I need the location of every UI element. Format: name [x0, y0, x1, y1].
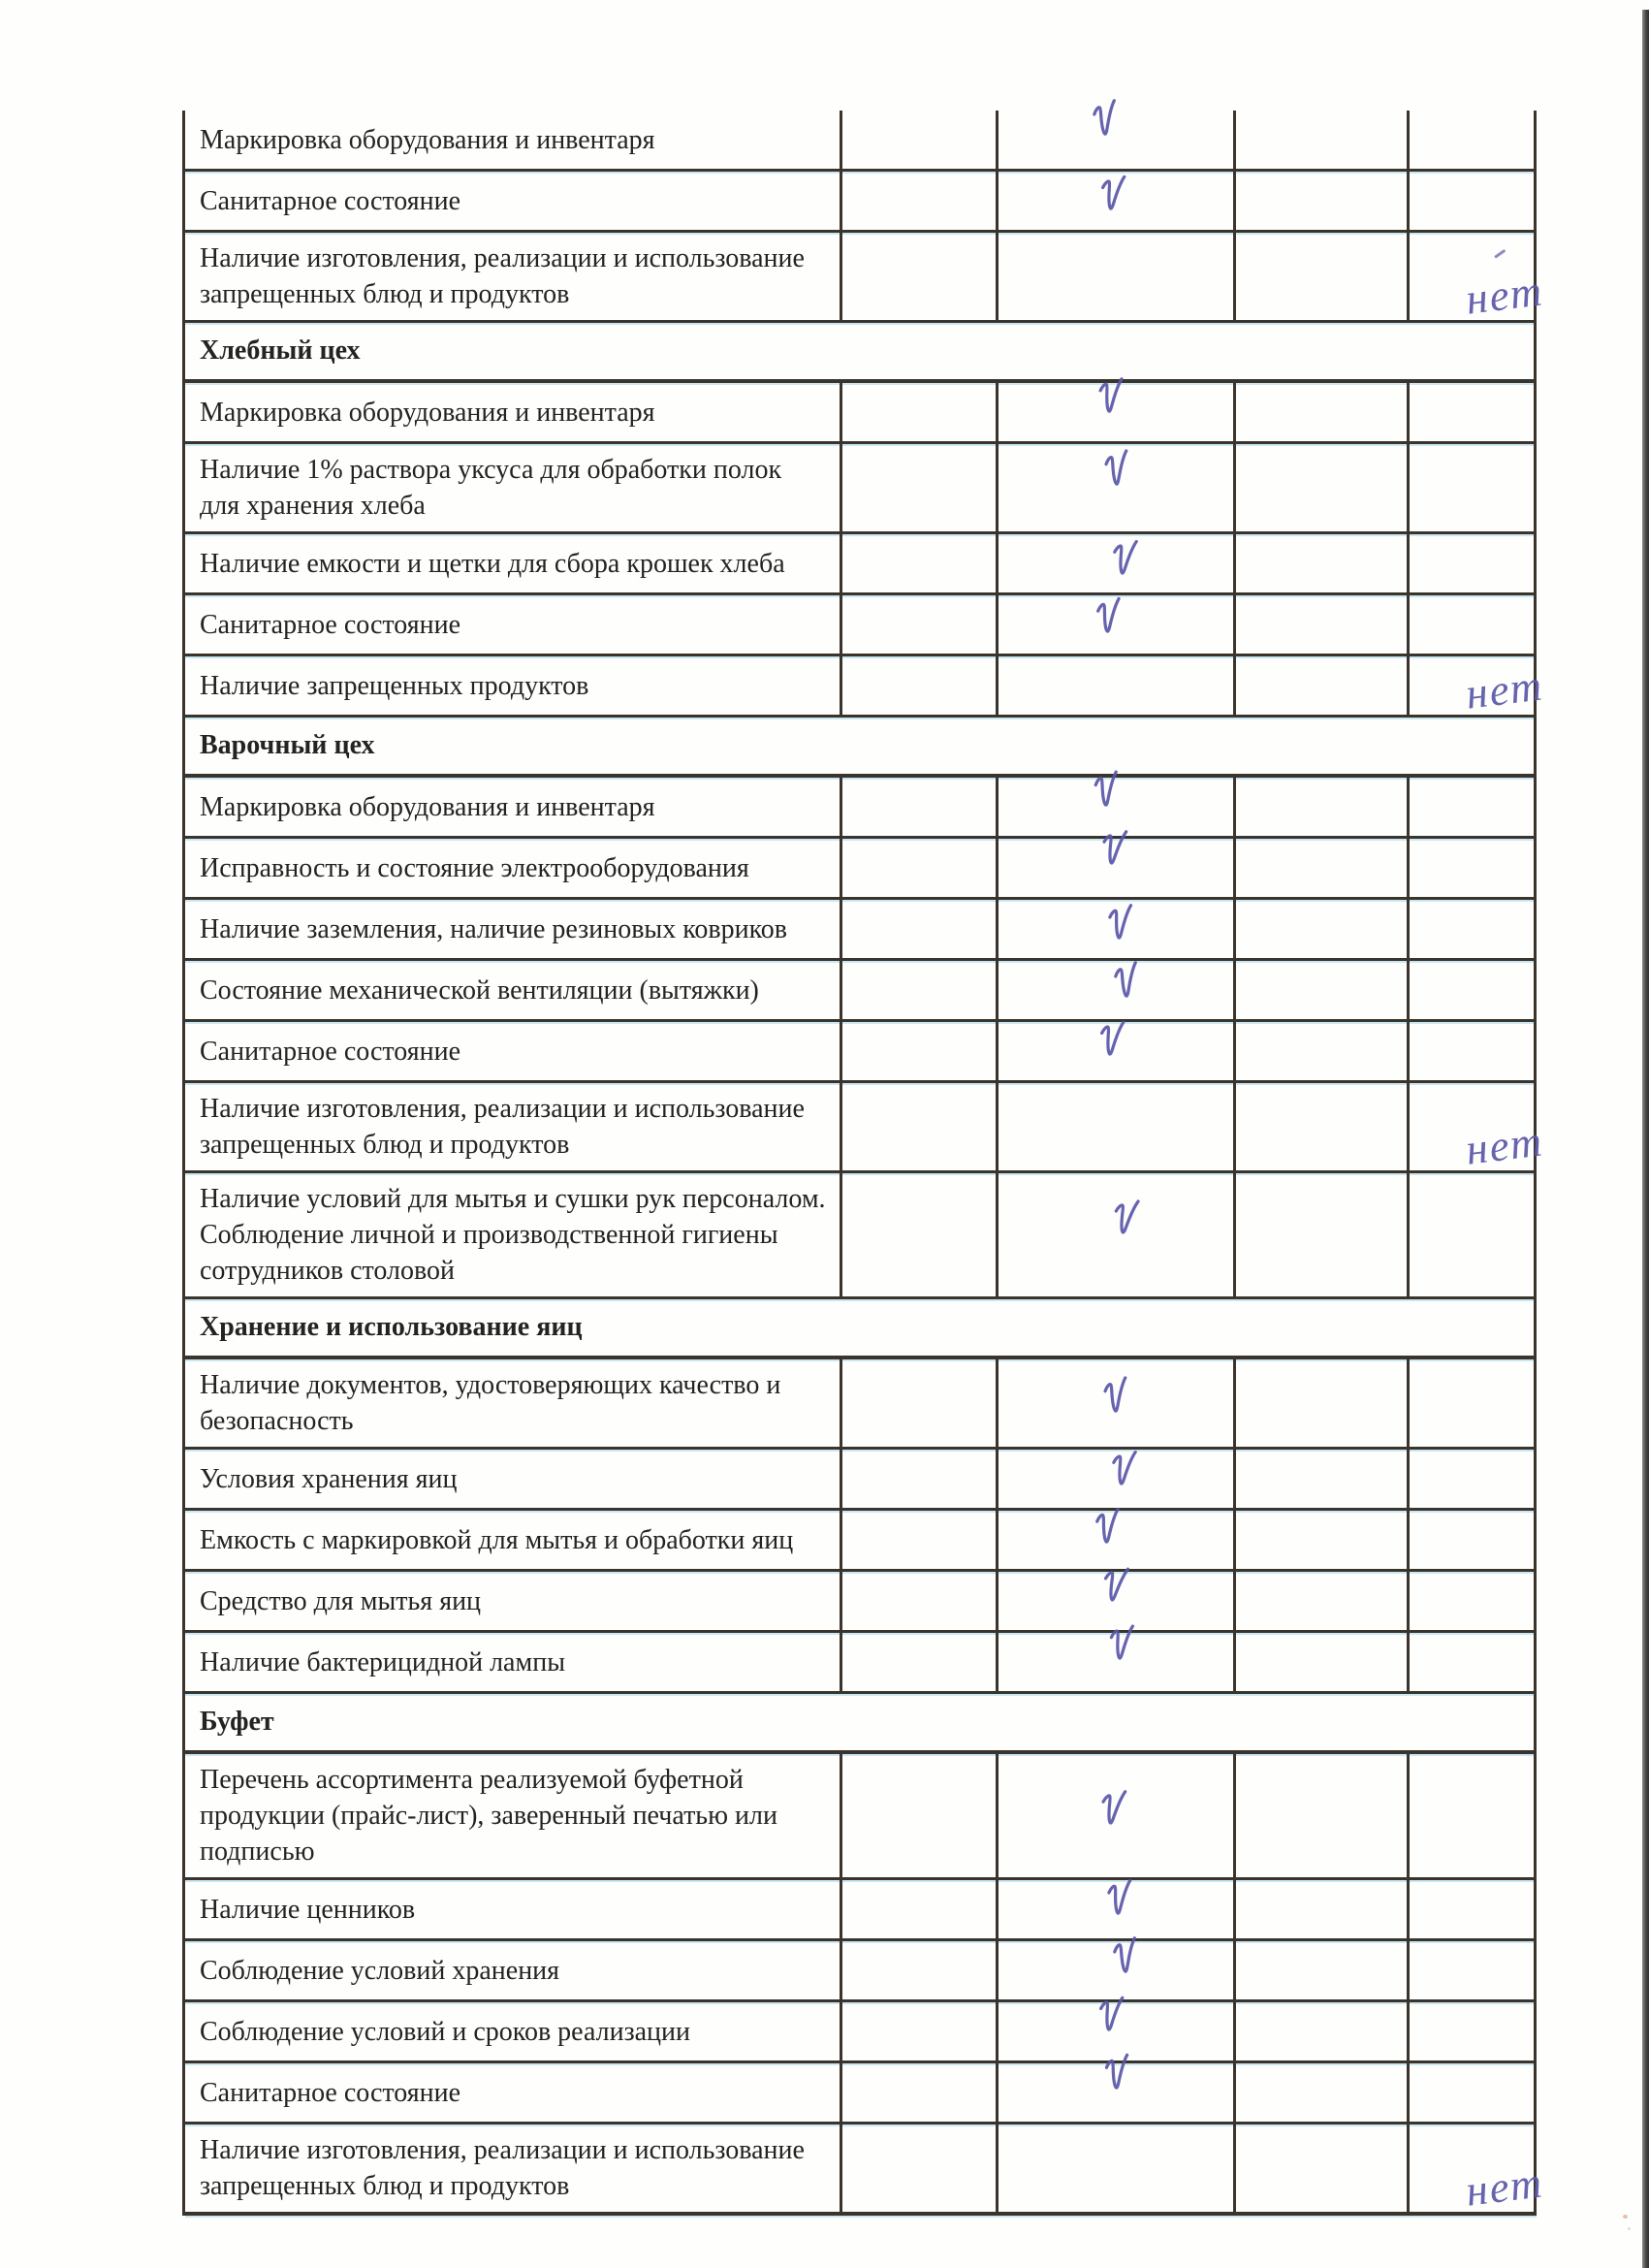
- checklist-row: [185, 111, 1537, 172]
- grade-cell-1: [842, 172, 999, 230]
- item-label-cell: [185, 900, 842, 958]
- grade-cell-3: [1236, 444, 1410, 531]
- grade-cell-1: [842, 1450, 999, 1508]
- grade-cell-3: [1236, 233, 1410, 320]
- grade-cell-2: [999, 1511, 1236, 1569]
- handwritten-checkmark: [1091, 1506, 1124, 1562]
- item-label: Наличие бактерицидной лампы: [200, 1646, 566, 1677]
- grade-cell-2: [999, 1754, 1236, 1877]
- section-title: Буфет: [200, 1707, 274, 1737]
- item-label: Емкость с маркировкой для мытья и обработки яиц: [200, 1524, 794, 1555]
- grade-cell-4: [1410, 839, 1534, 897]
- item-label-cell: [185, 1880, 842, 1938]
- grade-cell-1: [842, 534, 999, 592]
- item-label-cell: [185, 1022, 842, 1080]
- grade-cell-1: [842, 233, 999, 320]
- item-label: Санитарное состояние: [200, 609, 460, 640]
- item-label: Санитарное состояние: [200, 185, 460, 216]
- item-label-cell: [185, 1359, 842, 1447]
- item-label: Условия хранения яиц: [200, 1463, 458, 1494]
- handwritten-checkmark: [1087, 97, 1124, 155]
- grade-cell-4: [1410, 778, 1534, 836]
- item-label-cell: [185, 1450, 842, 1508]
- handwritten-checkmark: [1092, 595, 1125, 652]
- grade-cell-3: [1236, 1450, 1410, 1508]
- grade-cell-1: [842, 111, 999, 169]
- item-label-cell: [185, 233, 842, 320]
- grade-cell-2: [999, 2063, 1236, 2122]
- item-label: Наличие изготовления, реализации и использование запрещенных блюд и продуктов: [200, 243, 805, 309]
- checklist-row: [185, 2124, 1546, 2216]
- grade-cell-2: [999, 961, 1236, 1019]
- handwritten-checkmark: [1094, 375, 1126, 431]
- item-label-cell: [185, 2063, 842, 2122]
- handwritten-checkmark: [1095, 173, 1128, 229]
- grade-cell-4: [1410, 1359, 1534, 1447]
- grade-cell-1: [842, 656, 999, 715]
- grade-cell-1: [842, 1022, 999, 1080]
- grade-cell-1: [842, 1633, 999, 1691]
- grade-cell-4: [1410, 595, 1534, 654]
- grade-cell-3: [1236, 1173, 1410, 1296]
- grade-cell-2: [999, 534, 1236, 592]
- section-header-row: [185, 1694, 1537, 1754]
- grade-cell-4: [1410, 172, 1534, 230]
- grade-cell-3: [1236, 839, 1410, 897]
- grade-cell-3: [1236, 1022, 1410, 1080]
- grade-cell-1: [842, 2124, 999, 2212]
- section-header-row: [185, 323, 1537, 383]
- grade-cell-4: [1410, 1083, 1546, 1174]
- checklist-row: [185, 961, 1537, 1022]
- grade-cell-3: [1236, 961, 1410, 1019]
- grade-cell-2: [999, 444, 1236, 531]
- checklist-row: [185, 2063, 1537, 2124]
- grade-cell-1: [842, 1359, 999, 1447]
- grade-cell-2: [999, 2124, 1236, 2212]
- grade-cell-1: [842, 839, 999, 897]
- grade-cell-1: [842, 1941, 999, 1999]
- grade-cell-2: [999, 900, 1236, 958]
- checklist-row: [185, 656, 1546, 719]
- checklist-row: [185, 1754, 1537, 1880]
- handwritten-checkmark: [1107, 1195, 1143, 1253]
- checklist-row: [185, 1173, 1537, 1299]
- grade-cell-1: [842, 778, 999, 836]
- grade-cell-3: [1236, 595, 1410, 654]
- handwritten-checkmark: [1094, 1018, 1127, 1074]
- item-label-cell: [185, 961, 842, 1019]
- item-label-cell: [185, 172, 842, 230]
- item-label: Санитарное состояние: [200, 1036, 460, 1067]
- checklist-row: [185, 1880, 1537, 1941]
- grade-cell-1: [842, 1880, 999, 1938]
- checklist-row: [185, 1083, 1546, 1174]
- grade-cell-2: [999, 1880, 1236, 1938]
- grade-cell-3: [1236, 1359, 1410, 1447]
- item-label-cell: [185, 2124, 842, 2212]
- item-label: Состояние механической вентиляции (вытяжки): [200, 974, 759, 1006]
- grade-cell-4: [1410, 383, 1534, 441]
- item-label-cell: [185, 1754, 842, 1877]
- item-label-cell: [185, 1173, 842, 1296]
- item-label: Исправность и состояние электрооборудования: [200, 852, 749, 883]
- checklist-row: [185, 2002, 1537, 2063]
- grade-cell-2: [999, 233, 1236, 320]
- grade-cell-3: [1236, 656, 1410, 715]
- item-label: Наличие условий для мытья и сушки рук персоналом. Соблюдение личной и производственной гигиены сотрудников столовой: [200, 1184, 826, 1286]
- grade-cell-3: [1236, 1941, 1410, 1999]
- grade-cell-2: [999, 383, 1236, 441]
- grade-cell-2: [999, 1173, 1236, 1296]
- grade-cell-2: [999, 1083, 1236, 1170]
- grade-cell-3: [1236, 1880, 1410, 1938]
- checklist-row: [185, 1450, 1537, 1511]
- item-label: Наличие изготовления, реализации и использование запрещенных блюд и продуктов: [200, 1094, 805, 1160]
- handwritten-checkmark: [1099, 447, 1135, 505]
- scan-speck: [1623, 2215, 1628, 2219]
- grade-cell-1: [842, 383, 999, 441]
- checklist-row: [185, 444, 1537, 534]
- grade-cell-2: [999, 1941, 1236, 1999]
- grade-cell-2: [999, 595, 1236, 654]
- handwritten-net: нет: [1462, 266, 1546, 324]
- scanner-edge-artifact: [1642, 10, 1649, 2268]
- item-label-cell: [185, 534, 842, 592]
- grade-cell-1: [842, 444, 999, 531]
- handwritten-checkmark: [1095, 1563, 1132, 1621]
- grade-cell-1: [842, 595, 999, 654]
- item-label-cell: [185, 444, 842, 531]
- grade-cell-3: [1236, 900, 1410, 958]
- checklist-row: [185, 778, 1537, 839]
- grade-cell-3: [1236, 111, 1410, 169]
- item-label: Наличие емкости и щетки для сбора крошек хлеба: [200, 548, 785, 579]
- item-label: Соблюдение условий хранения: [200, 1955, 560, 1986]
- item-label: Наличие 1% раствора уксуса для обработки полок для хранения хлеба: [200, 455, 782, 521]
- grade-cell-2: [999, 1022, 1236, 1080]
- grade-cell-4: [1410, 1572, 1534, 1630]
- section-title: Хранение и использование яиц: [200, 1312, 583, 1342]
- grade-cell-2: [999, 1450, 1236, 1508]
- grade-cell-4: [1410, 1880, 1534, 1938]
- grade-cell-4: [1410, 2063, 1534, 2122]
- checklist-row: [185, 1633, 1537, 1694]
- item-label-cell: [185, 1633, 842, 1691]
- grade-cell-4: [1410, 1633, 1534, 1691]
- item-label-cell: [185, 1511, 842, 1569]
- grade-cell-2: [999, 2002, 1236, 2060]
- grade-cell-2: [999, 1633, 1236, 1691]
- grade-cell-4: [1410, 1754, 1534, 1877]
- grade-cell-4: [1410, 534, 1534, 592]
- grade-cell-3: [1236, 2002, 1410, 2060]
- checklist-row: [185, 595, 1537, 656]
- grade-cell-4: [1410, 961, 1534, 1019]
- checklist-row: [185, 1572, 1537, 1633]
- item-label: Наличие документов, удостоверяющих качество и безопасность: [200, 1370, 781, 1436]
- grade-cell-2: [999, 778, 1236, 836]
- grade-cell-3: [1236, 1511, 1410, 1569]
- item-label-cell: [185, 1572, 842, 1630]
- grade-cell-2: [999, 172, 1236, 230]
- handwritten-checkmark: [1098, 1374, 1134, 1432]
- checklist-row: [185, 172, 1537, 233]
- section-header-row: [185, 718, 1537, 778]
- item-label: Средство для мытья яиц: [200, 1585, 482, 1616]
- item-label: Маркировка оборудования и инвентаря: [200, 791, 655, 822]
- grade-cell-4: [1410, 111, 1534, 169]
- grade-cell-2: [999, 1359, 1236, 1447]
- checklist-table: [182, 111, 1546, 2216]
- handwritten-checkmark: [1108, 959, 1145, 1017]
- handwritten-checkmark: [1106, 1447, 1140, 1504]
- handwritten-checkmark: [1107, 1934, 1144, 1993]
- checklist-row: [185, 233, 1546, 324]
- checklist-row: [185, 839, 1537, 900]
- handwritten-checkmark: [1107, 536, 1141, 593]
- handwritten-checkmark: [1104, 902, 1136, 958]
- grade-cell-3: [1236, 2063, 1410, 2122]
- grade-cell-3: [1236, 172, 1410, 230]
- item-label: Перечень ассортимента реализуемой буфетной продукции (прайс-лист), заверенный печатью или подписью: [200, 1765, 777, 1867]
- item-label: Маркировка оборудования и инвентаря: [200, 124, 655, 155]
- grade-cell-1: [842, 1511, 999, 1569]
- section-title: Хлебный цех: [200, 335, 361, 366]
- grade-cell-4: [1410, 2124, 1546, 2216]
- grade-cell-2: [999, 839, 1236, 897]
- grade-cell-4: [1410, 444, 1534, 531]
- item-label-cell: [185, 1083, 842, 1170]
- item-label: Соблюдение условий и сроков реализации: [200, 2016, 691, 2047]
- grade-cell-4: [1410, 1173, 1534, 1296]
- item-label: Маркировка оборудования и инвентаря: [200, 397, 655, 428]
- grade-cell-4: [1410, 656, 1546, 719]
- item-label-cell: [185, 656, 842, 715]
- handwritten-net: нет: [1462, 660, 1546, 719]
- grade-cell-3: [1236, 1754, 1410, 1877]
- checklist-row: [185, 1511, 1537, 1572]
- grade-cell-3: [1236, 2124, 1410, 2212]
- item-label: Наличие изготовления, реализации и использование запрещенных блюд и продуктов: [200, 2135, 805, 2201]
- scan-speck: [1628, 2227, 1631, 2230]
- handwritten-checkmark: [1103, 1877, 1135, 1933]
- checklist-row: [185, 1941, 1537, 2002]
- checklist-row: [185, 1359, 1537, 1450]
- section-header-row: [185, 1299, 1537, 1359]
- item-label-cell: [185, 111, 842, 169]
- checklist-row: [185, 534, 1537, 595]
- handwritten-checkmark: [1094, 1994, 1126, 2050]
- grade-cell-1: [842, 1173, 999, 1296]
- checklist-row: [185, 383, 1537, 444]
- grade-cell-4: [1410, 1941, 1534, 1999]
- checklist-row: [185, 900, 1537, 961]
- grade-cell-3: [1236, 534, 1410, 592]
- grade-cell-3: [1236, 778, 1410, 836]
- grade-cell-4: [1410, 1511, 1534, 1569]
- grade-cell-4: [1410, 900, 1534, 958]
- item-label-cell: [185, 1941, 842, 1999]
- grade-cell-1: [842, 900, 999, 958]
- handwritten-checkmark: [1094, 1786, 1129, 1843]
- section-title: Варочный цех: [200, 730, 375, 760]
- grade-cell-2: [999, 111, 1236, 169]
- grade-cell-2: [999, 1572, 1236, 1630]
- grade-cell-2: [999, 656, 1236, 715]
- grade-cell-4: [1410, 233, 1546, 324]
- checklist-row: [185, 1022, 1537, 1083]
- grade-cell-1: [842, 961, 999, 1019]
- item-label-cell: [185, 2002, 842, 2060]
- handwritten-checkmark: [1089, 768, 1124, 825]
- grade-cell-1: [842, 1083, 999, 1170]
- grade-cell-3: [1236, 1572, 1410, 1630]
- item-label: Наличие ценников: [200, 1894, 416, 1925]
- grade-cell-1: [842, 2002, 999, 2060]
- grade-cell-3: [1236, 1633, 1410, 1691]
- grade-cell-3: [1236, 1083, 1410, 1170]
- handwritten-net: нет: [1462, 2157, 1546, 2216]
- item-label: Наличие заземления, наличие резиновых ковриков: [200, 913, 788, 944]
- item-label-cell: [185, 839, 842, 897]
- item-label-cell: [185, 595, 842, 654]
- grade-cell-1: [842, 1754, 999, 1877]
- grade-cell-4: [1410, 1450, 1534, 1508]
- item-label-cell: [185, 778, 842, 836]
- grade-cell-3: [1236, 383, 1410, 441]
- item-label: Санитарное состояние: [200, 2077, 460, 2108]
- handwritten-net: нет: [1462, 1116, 1546, 1174]
- grade-cell-4: [1410, 2002, 1534, 2060]
- grade-cell-4: [1410, 1022, 1534, 1080]
- grade-cell-1: [842, 2063, 999, 2122]
- item-label: Наличие запрещенных продуктов: [200, 670, 589, 701]
- item-label-cell: [185, 383, 842, 441]
- grade-cell-1: [842, 1572, 999, 1630]
